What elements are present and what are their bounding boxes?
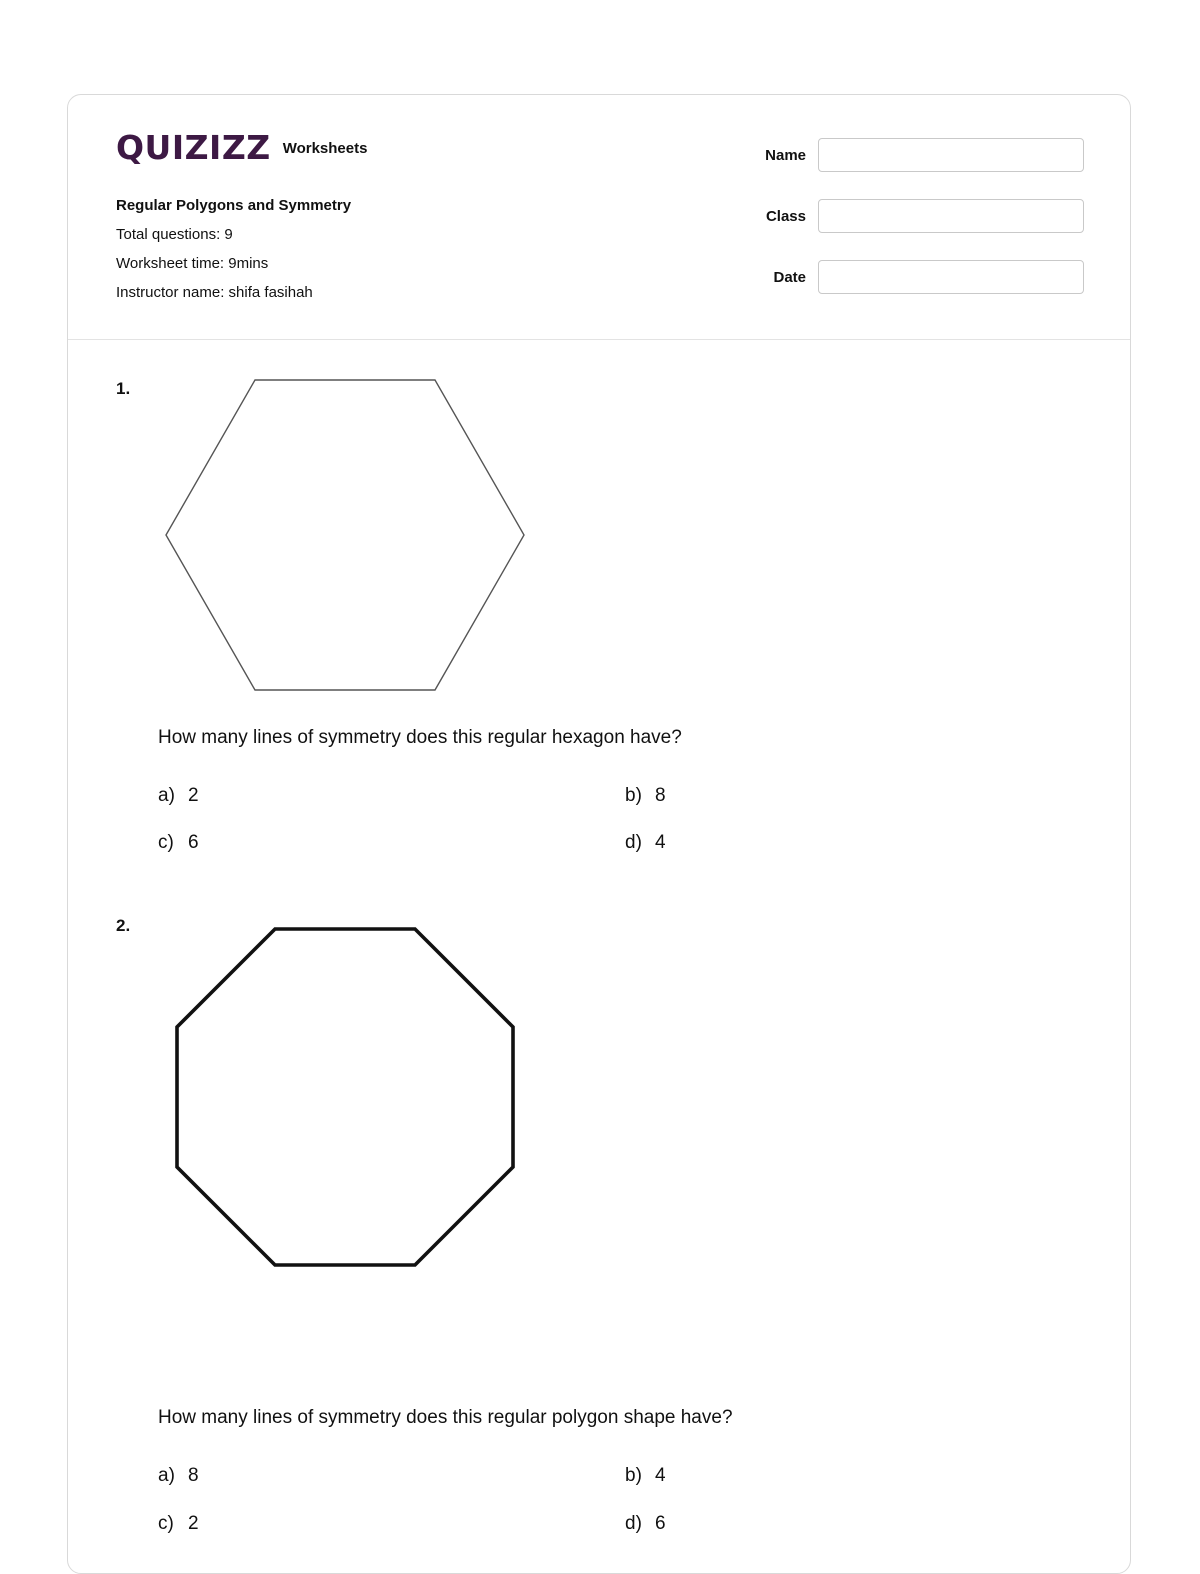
date-row	[718, 259, 1084, 295]
option-b[interactable]	[625, 785, 666, 807]
option-b[interactable]	[625, 1465, 666, 1487]
instructor-name: Instructor name: shifa fasihah	[116, 284, 313, 301]
option-letter: b)	[625, 1465, 642, 1486]
class-row	[718, 198, 1084, 234]
option-value: 4	[655, 832, 666, 853]
option-letter: a)	[158, 785, 175, 806]
name-row	[718, 137, 1084, 173]
option-d[interactable]	[625, 1513, 666, 1535]
option-a[interactable]	[158, 785, 199, 807]
worksheet-title: Regular Polygons and Symmetry	[116, 197, 352, 214]
option-letter: b)	[625, 785, 642, 806]
date-label: Date	[773, 268, 806, 286]
class-label: Class	[765, 207, 806, 225]
worksheet-time: Worksheet time: 9mins	[116, 255, 269, 272]
question-number: 2.	[116, 916, 131, 935]
option-value: 6	[655, 1513, 666, 1534]
option-c[interactable]	[158, 1513, 199, 1535]
question-text: How many lines of symmetry does this regular polygon shape have?	[158, 1407, 733, 1428]
option-value: 4	[655, 1465, 666, 1486]
option-value: 2	[188, 785, 199, 806]
option-value: 6	[188, 832, 199, 853]
date-input[interactable]	[818, 260, 1084, 294]
worksheet-card	[67, 94, 1131, 1574]
worksheet-meta	[116, 191, 351, 307]
brand-subtitle: Worksheets	[282, 140, 368, 157]
class-input[interactable]	[818, 199, 1084, 233]
option-letter: d)	[625, 1513, 642, 1534]
octagon-icon	[174, 926, 518, 1270]
quizizz-logo: QUIZIZZ	[116, 128, 271, 167]
worksheet-header	[68, 95, 1130, 340]
student-fields	[718, 137, 1084, 320]
question-text: How many lines of symmetry does this regular hexagon have?	[158, 727, 682, 748]
total-questions: Total questions: 9	[116, 226, 233, 243]
option-value: 8	[655, 785, 666, 806]
hexagon-icon	[164, 377, 528, 693]
option-letter: c)	[158, 1513, 174, 1534]
option-c[interactable]	[158, 832, 199, 854]
name-label: Name	[765, 146, 806, 164]
question-number: 1.	[116, 379, 131, 398]
option-letter: d)	[625, 832, 642, 853]
name-input[interactable]	[818, 138, 1084, 172]
option-value: 8	[188, 1465, 199, 1486]
option-letter: c)	[158, 832, 174, 853]
option-value: 2	[188, 1513, 199, 1534]
brand	[116, 128, 368, 167]
option-d[interactable]	[625, 832, 666, 854]
option-letter: a)	[158, 1465, 175, 1486]
option-a[interactable]	[158, 1465, 199, 1487]
